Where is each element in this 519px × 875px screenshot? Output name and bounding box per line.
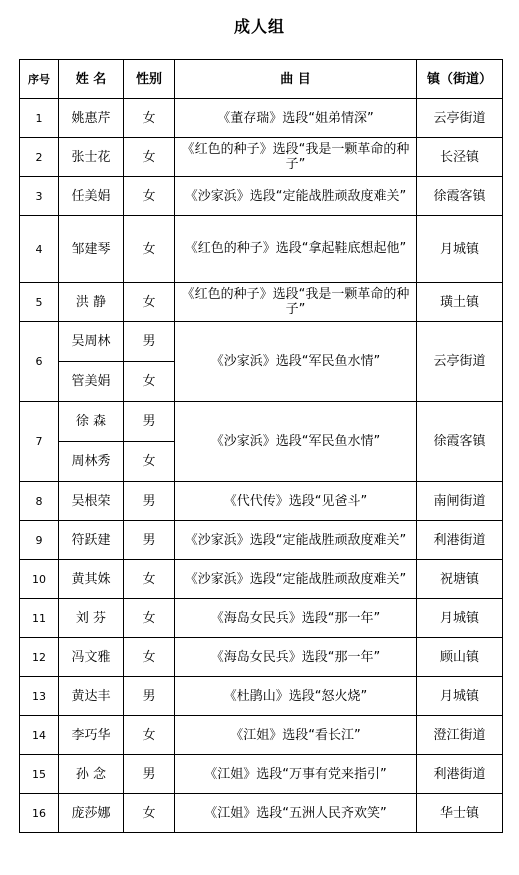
town: 云亭街道 [417,99,503,138]
row-number: 12 [20,638,59,677]
piece-title: 《代代传》选段“见爸斗” [175,482,417,521]
piece-title: 《江姐》选段“看长江” [175,716,417,755]
piece-title: 《沙家浜》选段“军民鱼水情” [175,402,417,482]
piece-title: 《江姐》选段“五洲人民齐欢笑” [175,794,417,833]
town: 月城镇 [417,677,503,716]
performer-gender: 女 [124,638,175,677]
town: 利港街道 [417,755,503,794]
town: 徐霞客镇 [417,402,503,482]
performer-gender: 男 [124,755,175,794]
row-number: 11 [20,599,59,638]
table-row [20,402,503,442]
roster-table [19,59,503,833]
performer-name: 吴周林 [59,322,124,362]
town: 利港街道 [417,521,503,560]
performer-gender: 女 [124,442,175,482]
table-row [20,638,503,677]
row-number: 6 [20,322,59,402]
header-gender: 性别 [124,60,175,99]
town: 长泾镇 [417,138,503,177]
table-row [20,322,503,362]
piece-title: 《江姐》选段“万事有党来指引” [175,755,417,794]
performer-gender: 女 [124,99,175,138]
performer-gender: 女 [124,177,175,216]
piece-title: 《红色的种子》选段“我是一颗革命的种子” [175,138,417,177]
header-piece: 曲 目 [175,60,417,99]
performer-name: 洪 静 [59,283,124,322]
piece-title: 《杜鹃山》选段“怒火烧” [175,677,417,716]
town: 祝塘镇 [417,560,503,599]
performer-gender: 女 [124,283,175,322]
table-row [20,794,503,833]
row-number: 15 [20,755,59,794]
performer-gender: 男 [124,402,175,442]
table-row [20,677,503,716]
row-number: 9 [20,521,59,560]
table-row [20,599,503,638]
performer-name: 庞莎娜 [59,794,124,833]
performer-name: 姚惠芹 [59,99,124,138]
performer-gender: 女 [124,716,175,755]
row-number: 2 [20,138,59,177]
performer-name: 李巧华 [59,716,124,755]
performer-name: 刘 芬 [59,599,124,638]
row-number: 1 [20,99,59,138]
performer-gender: 女 [124,138,175,177]
header-name: 姓 名 [59,60,124,99]
row-number: 4 [20,216,59,283]
row-number: 5 [20,283,59,322]
performer-gender: 女 [124,794,175,833]
performer-name: 邹建琴 [59,216,124,283]
header-town: 镇（街道） [417,60,503,99]
performer-name: 孙 念 [59,755,124,794]
town: 月城镇 [417,216,503,283]
town: 南闸街道 [417,482,503,521]
performer-name: 冯文雅 [59,638,124,677]
performer-name: 黄达丰 [59,677,124,716]
performer-gender: 女 [124,599,175,638]
piece-title: 《沙家浜》选段“军民鱼水情” [175,322,417,402]
piece-title: 《沙家浜》选段“定能战胜顽敌度难关” [175,177,417,216]
town: 澄江街道 [417,716,503,755]
town: 云亭街道 [417,322,503,402]
performer-gender: 女 [124,560,175,599]
performer-gender: 男 [124,521,175,560]
row-number: 16 [20,794,59,833]
page-title: 成人组 [233,17,285,36]
town: 徐霞客镇 [417,177,503,216]
performer-gender: 男 [124,322,175,362]
table-row [20,138,503,177]
town: 月城镇 [417,599,503,638]
piece-title: 《海岛女民兵》选段“那一年” [175,599,417,638]
piece-title: 《董存瑞》选段“姐弟情深” [175,99,417,138]
piece-title: 《海岛女民兵》选段“那一年” [175,638,417,677]
performer-name: 徐 森 [59,402,124,442]
piece-title: 《红色的种子》选段“拿起鞋底想起他” [175,216,417,283]
performer-name: 黄其姝 [59,560,124,599]
performer-name: 符跃建 [59,521,124,560]
table-row [20,177,503,216]
row-number: 7 [20,402,59,482]
town: 华士镇 [417,794,503,833]
piece-title: 《沙家浜》选段“定能战胜顽敌度难关” [175,521,417,560]
table-row [20,283,503,322]
performer-name: 吴根荣 [59,482,124,521]
town: 璜土镇 [417,283,503,322]
performer-name: 张士花 [59,138,124,177]
header-no: 序号 [20,60,59,99]
piece-title: 《红色的种子》选段“我是一颗革命的种子” [175,283,417,322]
row-number: 8 [20,482,59,521]
table-row [20,521,503,560]
table-row [20,216,503,283]
performer-gender: 女 [124,362,175,402]
piece-title: 《沙家浜》选段“定能战胜顽敌度难关” [175,560,417,599]
row-number: 13 [20,677,59,716]
table-row [20,716,503,755]
table-header-row [20,60,503,99]
performer-name: 周林秀 [59,442,124,482]
town: 顾山镇 [417,638,503,677]
performer-gender: 男 [124,677,175,716]
row-number: 3 [20,177,59,216]
table-row [20,560,503,599]
performer-gender: 男 [124,482,175,521]
table-row [20,482,503,521]
table-row [20,755,503,794]
table-row [20,99,503,138]
row-number: 10 [20,560,59,599]
row-number: 14 [20,716,59,755]
performer-name: 任美娟 [59,177,124,216]
performer-gender: 女 [124,216,175,283]
performer-name: 管美娟 [59,362,124,402]
